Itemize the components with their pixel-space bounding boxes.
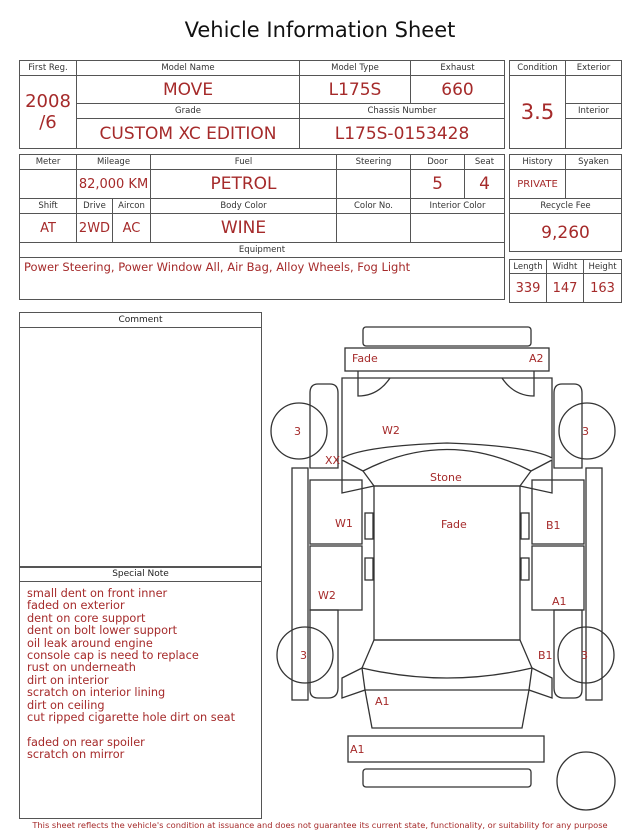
mark-a2: A2: [529, 352, 544, 365]
a-pillar-right: [520, 460, 552, 493]
condition-label: Condition: [510, 61, 566, 76]
comment-box: [19, 312, 262, 568]
vehicle-info-table: [19, 60, 505, 300]
meter-label: Meter: [20, 155, 77, 170]
special-note-box: [19, 566, 262, 819]
height-value: 163: [584, 274, 622, 303]
model-type-value: L175S: [300, 76, 411, 104]
special-note-item: scratch on mirror: [27, 748, 125, 762]
model-type-label: Model Type: [300, 61, 411, 76]
mileage-value: 82,000 KM: [77, 170, 151, 199]
mark-wheel-fl: 3: [294, 425, 301, 438]
length-label: Length: [510, 260, 547, 274]
meter-value: [20, 170, 77, 199]
length-value: 339: [510, 274, 547, 303]
syaken-value: [566, 170, 622, 199]
exhaust-label: Exhaust: [411, 61, 505, 76]
rear-step-shape: [363, 769, 531, 787]
mark-fade-front: Fade: [352, 352, 378, 365]
left-mirror: [365, 513, 373, 539]
aircon-label: Aircon: [113, 199, 151, 214]
hood-shape: [342, 378, 552, 458]
special-note-item: dirt on ceiling: [27, 698, 105, 712]
mark-a1-rear: A1: [375, 695, 390, 708]
rear-pillar-left: [342, 668, 365, 698]
interior-color-label: Interior Color: [411, 199, 505, 214]
roof-shape: [374, 486, 520, 640]
special-note-item: faded on exterior: [27, 599, 125, 613]
left-sill: [292, 468, 308, 700]
spare-wheel: [557, 752, 615, 810]
mark-b1-rear: B1: [538, 649, 553, 662]
recycle-fee-label: Recycle Fee: [510, 199, 622, 214]
grade-value: CUSTOM XC EDITION: [77, 119, 300, 149]
special-note-item: small dent on front inner: [27, 587, 168, 600]
mark-w2-top: W2: [382, 424, 400, 437]
syaken-label: Syaken: [566, 155, 622, 170]
special-note-item: cut ripped cigarette hole dirt on seat: [27, 711, 235, 725]
a-pillar-left: [342, 460, 374, 493]
right-front-door: [532, 480, 584, 544]
history-value: PRIVATE: [510, 170, 566, 199]
rear-window-shape: [362, 640, 532, 678]
height-label: Height: [584, 260, 622, 274]
fuel-value: PETROL: [151, 170, 337, 199]
first-reg-value: [20, 76, 77, 149]
steering-value: [337, 170, 411, 199]
width-label: Widht: [547, 260, 584, 274]
equipment-value: Power Steering, Power Window All, Air Bag, Alloy Wheels, Fog Light: [20, 258, 505, 300]
first-reg-year: 2008: [25, 91, 71, 112]
special-note-item: faded on rear spoiler: [27, 735, 145, 749]
mark-a1-bumper: A1: [350, 743, 365, 756]
mark-stone: Stone: [430, 471, 462, 484]
body-color-label: Body Color: [151, 199, 337, 214]
special-note-item: dent on core support: [27, 611, 146, 625]
page-title: Vehicle Information Sheet: [184, 18, 456, 42]
door-label: Door: [411, 155, 465, 170]
condition-table: [509, 60, 622, 252]
chassis-value: L175S-0153428: [300, 119, 505, 149]
special-note-item: console cap is need to replace: [27, 649, 199, 663]
special-note-list: [20, 582, 261, 762]
special-note-item: rust on underneath: [27, 661, 136, 675]
chassis-label: Chassis Number: [300, 104, 505, 119]
mark-wheel-fr: 3: [582, 425, 589, 438]
steering-label: Steering: [337, 155, 411, 170]
left-front-door: [310, 480, 362, 544]
special-note-item: dirt on interior: [27, 673, 109, 687]
rear-pillar-right: [529, 668, 552, 698]
rear-bumper-shape: [348, 736, 544, 762]
aircon-value: AC: [113, 214, 151, 243]
front-bumper-shape: [363, 327, 531, 346]
mark-w1: W1: [335, 517, 353, 530]
tailgate-shape: [365, 690, 529, 728]
special-note-item: scratch on interior lining: [27, 686, 166, 700]
mark-wheel-rl: 3: [300, 649, 307, 662]
recycle-fee-value: 9,260: [510, 214, 622, 252]
mark-xx: XX: [325, 454, 341, 467]
left-side-window: [365, 558, 373, 580]
right-sill: [586, 468, 602, 700]
interior-label: Interior: [566, 104, 622, 119]
color-no-label: Color No.: [337, 199, 411, 214]
right-side-window: [521, 558, 529, 580]
mark-w2-side: W2: [318, 589, 336, 602]
fuel-label: Fuel: [151, 155, 337, 170]
model-name-value: MOVE: [77, 76, 300, 104]
first-reg-label: First Reg.: [20, 61, 77, 76]
drive-label: Drive: [77, 199, 113, 214]
body-color-value: WINE: [151, 214, 337, 243]
front-right-fender: [554, 384, 582, 468]
interior-color-value: [411, 214, 505, 243]
shift-value: AT: [20, 214, 77, 243]
mark-a1-right: A1: [552, 595, 567, 608]
rear-left-fender: [310, 610, 338, 698]
mark-wheel-rr: 3: [581, 649, 588, 662]
footer-disclaimer: This sheet reflects the vehicle's condition at issuance and does not guarantee its current state, functionality, or suitability for any purpose: [32, 820, 608, 830]
shift-label: Shift: [20, 199, 77, 214]
seat-label: Seat: [465, 155, 505, 170]
drive-value: 2WD: [77, 214, 113, 243]
grade-label: Grade: [77, 104, 300, 119]
comment-label: Comment: [20, 313, 261, 328]
equipment-label: Equipment: [20, 243, 505, 258]
exterior-label: Exterior: [566, 61, 622, 76]
car-damage-diagram: [270, 318, 622, 818]
headlight-right: [502, 371, 534, 396]
special-note-item: oil leak around engine: [27, 636, 153, 650]
mileage-label: Mileage: [77, 155, 151, 170]
history-label: History: [510, 155, 566, 170]
right-mirror: [521, 513, 529, 539]
width-value: 147: [547, 274, 584, 303]
headlight-left: [358, 371, 390, 396]
mark-fade-roof: Fade: [441, 518, 467, 531]
special-note-label: Special Note: [20, 567, 261, 582]
special-note-item: [27, 724, 261, 736]
special-note-item: dent on bolt lower support: [27, 624, 178, 638]
first-reg-month: /6: [39, 112, 57, 133]
door-value: 5: [411, 170, 465, 199]
model-name-label: Model Name: [77, 61, 300, 76]
seat-value: 4: [465, 170, 505, 199]
exhaust-value: 660: [411, 76, 505, 104]
color-no-value: [337, 214, 411, 243]
dimensions-table: [509, 259, 622, 303]
mark-b1-right: B1: [546, 519, 561, 532]
condition-value: 3.5: [510, 76, 566, 149]
